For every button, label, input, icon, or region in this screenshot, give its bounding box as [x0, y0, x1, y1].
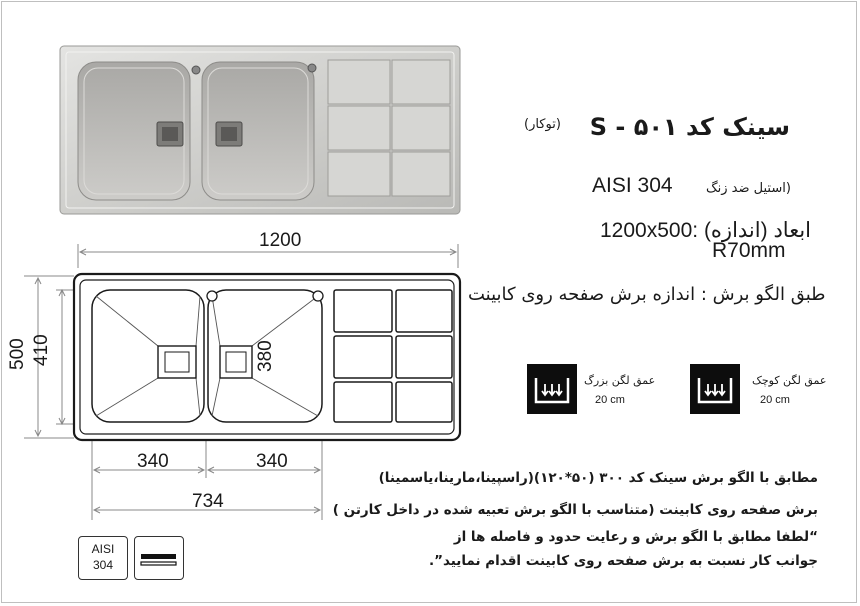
dim-bowl2-340: 340: [256, 451, 288, 472]
material-fa: (استیل ضد زنگ: [706, 181, 791, 196]
sink-depth-small-icon: [690, 364, 740, 414]
aisi-badge-line1: AISI: [91, 542, 115, 556]
depth-small-value: 20 cm: [760, 394, 790, 406]
note-line-2: برش صفحه روی کابینت (متناسب با الگو برش تعبیه شده در داخل کارتن ): [332, 502, 818, 518]
aisi-badge-line2: 304: [92, 558, 114, 572]
product-title: سینک کد S - ۵۰۱: [589, 113, 790, 141]
dim-height-500: 500: [7, 338, 28, 370]
install-type: (توکار): [524, 117, 561, 132]
dim-bowl1-340: 340: [137, 451, 169, 472]
dim-bowl-depth-380: 380: [255, 340, 276, 372]
dim-width-1200: 1200: [259, 230, 302, 251]
steel-thickness-icon: [134, 536, 184, 580]
note-line-4: جوانب کار نسبت به برش صفحه روی کابینت اقدام نمایید”.: [428, 553, 818, 569]
corner-radius: R70mm: [712, 239, 786, 262]
depth-small-label: عمق لگن کوچک: [752, 374, 827, 387]
note-line-1: مطابق با الگو برش سینک کد ۳۰۰ (۵۰*۱۲۰)(راسپینا،مارینا،یاسمینا): [378, 470, 818, 486]
sink-depth-large-icon: [527, 364, 577, 414]
dimensions-line: 1200x500: ابعاد (اندازه): [600, 219, 811, 242]
dim-height-410: 410: [31, 334, 52, 366]
aisi-badge: [78, 536, 128, 580]
depth-large-value: 20 cm: [595, 394, 625, 406]
material-grade: AISI 304: [592, 174, 673, 197]
note-line-3: “لطفا مطابق با الگو برش و رعایت حدود و فاصله ها از: [453, 529, 818, 545]
dim-bowls-734: 734: [192, 491, 224, 512]
depth-large-label: عمق لگن بزرگ: [584, 374, 656, 387]
cut-template-note: طبق الگو برش : اندازه برش صفحه روی کابینت: [468, 284, 826, 305]
